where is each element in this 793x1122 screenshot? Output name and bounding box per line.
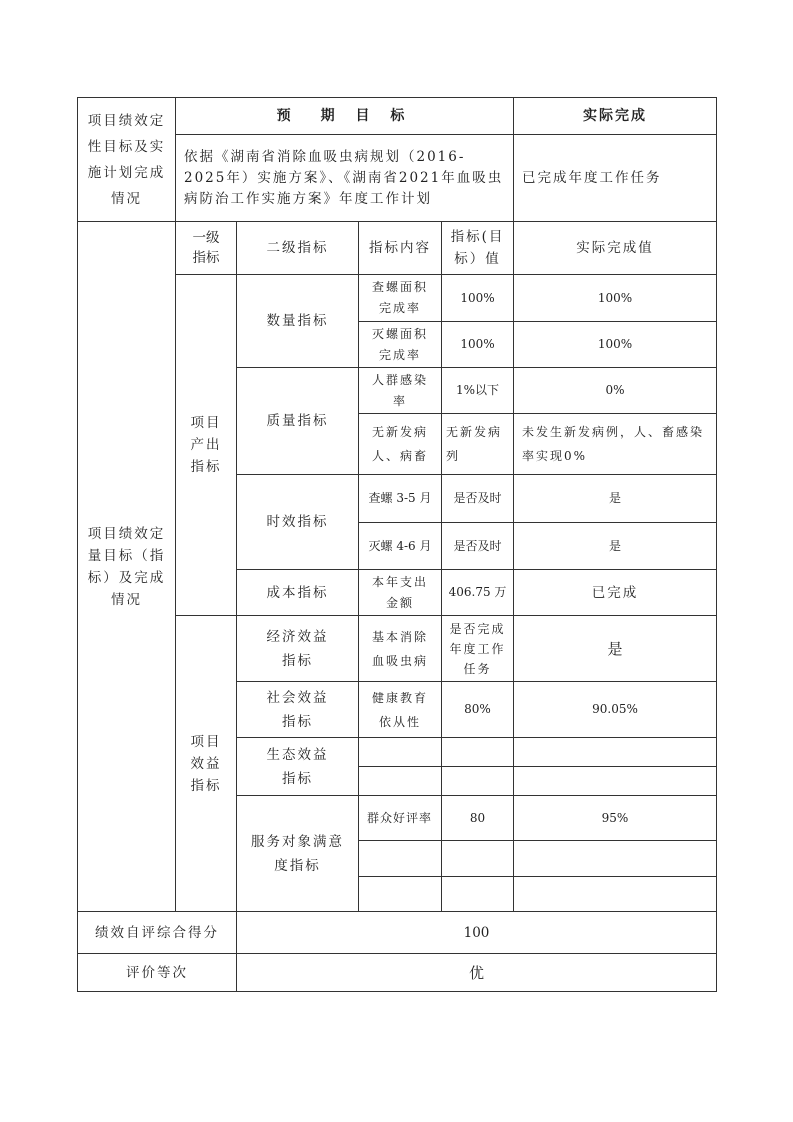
grade-value: 优 bbox=[236, 953, 717, 992]
table-row-actual: 100% bbox=[513, 321, 717, 368]
table-row-content bbox=[358, 840, 442, 877]
table-row-actual: 是 bbox=[513, 474, 717, 523]
economic-indicator-label: 经济效益指标 bbox=[236, 615, 359, 682]
table-row-target: 1%以下 bbox=[441, 367, 514, 414]
table-row-content: 无新发病人、病畜 bbox=[358, 413, 442, 475]
actual-completion-header: 实际完成 bbox=[513, 97, 717, 135]
score-label: 绩效自评综合得分 bbox=[77, 911, 237, 954]
table-row-target: 406.75 万 bbox=[441, 569, 514, 616]
header-actual: 实际完成值 bbox=[513, 221, 717, 275]
table-row-content: 灭螺 4-6 月 bbox=[358, 522, 442, 570]
timeliness-indicator-label: 时效指标 bbox=[236, 474, 359, 570]
quantity-indicator-label: 数量指标 bbox=[236, 274, 359, 368]
table-row-actual: 90.05% bbox=[513, 681, 717, 738]
table-row-actual: 未发生新发病例，人、畜感染率实现0% bbox=[513, 413, 717, 475]
table-row-target bbox=[441, 766, 514, 796]
ecological-indicator-label: 生态效益指标 bbox=[236, 737, 359, 796]
table-row-content: 基本消除血吸虫病 bbox=[358, 615, 442, 682]
satisfaction-indicator-label: 服务对象满意度指标 bbox=[236, 795, 359, 912]
table-row-target: 80 bbox=[441, 795, 514, 841]
header-level2: 二级指标 bbox=[236, 221, 359, 275]
table-row-target: 是否及时 bbox=[441, 522, 514, 570]
actual-completion-text: 已完成年度工作任务 bbox=[513, 134, 717, 222]
table-row-content bbox=[358, 737, 442, 767]
table-row-actual bbox=[513, 876, 717, 912]
expected-goal-text: 依据《湖南省消除血吸虫病规划（2016-2025年）实施方案》、《湖南省2021年血吸虫病防治工作实施方案》年度工作计划 bbox=[175, 134, 514, 222]
header-target: 指标(目标）值 bbox=[441, 221, 514, 275]
table-row-content: 查螺面积完成率 bbox=[358, 274, 442, 322]
header-content: 指标内容 bbox=[358, 221, 442, 275]
table-row-actual: 95% bbox=[513, 795, 717, 841]
table-row-content: 本年支出金额 bbox=[358, 569, 442, 616]
table-row-target: 是否完成年度工作任务 bbox=[441, 615, 514, 682]
score-value: 100 bbox=[236, 911, 717, 954]
expected-goal-header: 预 期 目 标 bbox=[175, 97, 514, 135]
table-row-actual: 0% bbox=[513, 367, 717, 414]
quality-indicator-label: 质量指标 bbox=[236, 367, 359, 475]
table-row-target: 无新发病列 bbox=[441, 413, 514, 475]
header-level1: 一级指标 bbox=[175, 221, 237, 275]
table-row-target: 是否及时 bbox=[441, 474, 514, 523]
table-row-target: 100% bbox=[441, 321, 514, 368]
table-row-target: 80% bbox=[441, 681, 514, 738]
cost-indicator-label: 成本指标 bbox=[236, 569, 359, 616]
table-row-content bbox=[358, 876, 442, 912]
table-row-actual bbox=[513, 766, 717, 796]
quantitative-label: 项目绩效定量目标（指标）及完成情况 bbox=[77, 221, 176, 912]
table-row-actual: 是 bbox=[513, 522, 717, 570]
table-row-content: 群众好评率 bbox=[358, 795, 442, 841]
benefit-indicators-label: 项目效益指标 bbox=[175, 615, 237, 912]
table-row-actual bbox=[513, 840, 717, 877]
table-row-actual: 已完成 bbox=[513, 569, 717, 616]
table-row-target bbox=[441, 840, 514, 877]
table-row-content: 健康教育依从性 bbox=[358, 681, 442, 738]
table-row-actual bbox=[513, 737, 717, 767]
table-row-content: 人群感染率 bbox=[358, 367, 442, 414]
table-row-content: 查螺 3-5 月 bbox=[358, 474, 442, 523]
table-row-content bbox=[358, 766, 442, 796]
table-row-target bbox=[441, 737, 514, 767]
output-indicators-label: 项目产出指标 bbox=[175, 274, 237, 616]
table-row-content: 灭螺面积完成率 bbox=[358, 321, 442, 368]
qualitative-label: 项目绩效定性目标及实施计划完成情况 bbox=[77, 97, 176, 222]
table-row-target: 100% bbox=[441, 274, 514, 322]
grade-label: 评价等次 bbox=[77, 953, 237, 992]
table-row-actual: 是 bbox=[513, 615, 717, 682]
social-indicator-label: 社会效益指标 bbox=[236, 681, 359, 738]
table-row-actual: 100% bbox=[513, 274, 717, 322]
table-row-target bbox=[441, 876, 514, 912]
